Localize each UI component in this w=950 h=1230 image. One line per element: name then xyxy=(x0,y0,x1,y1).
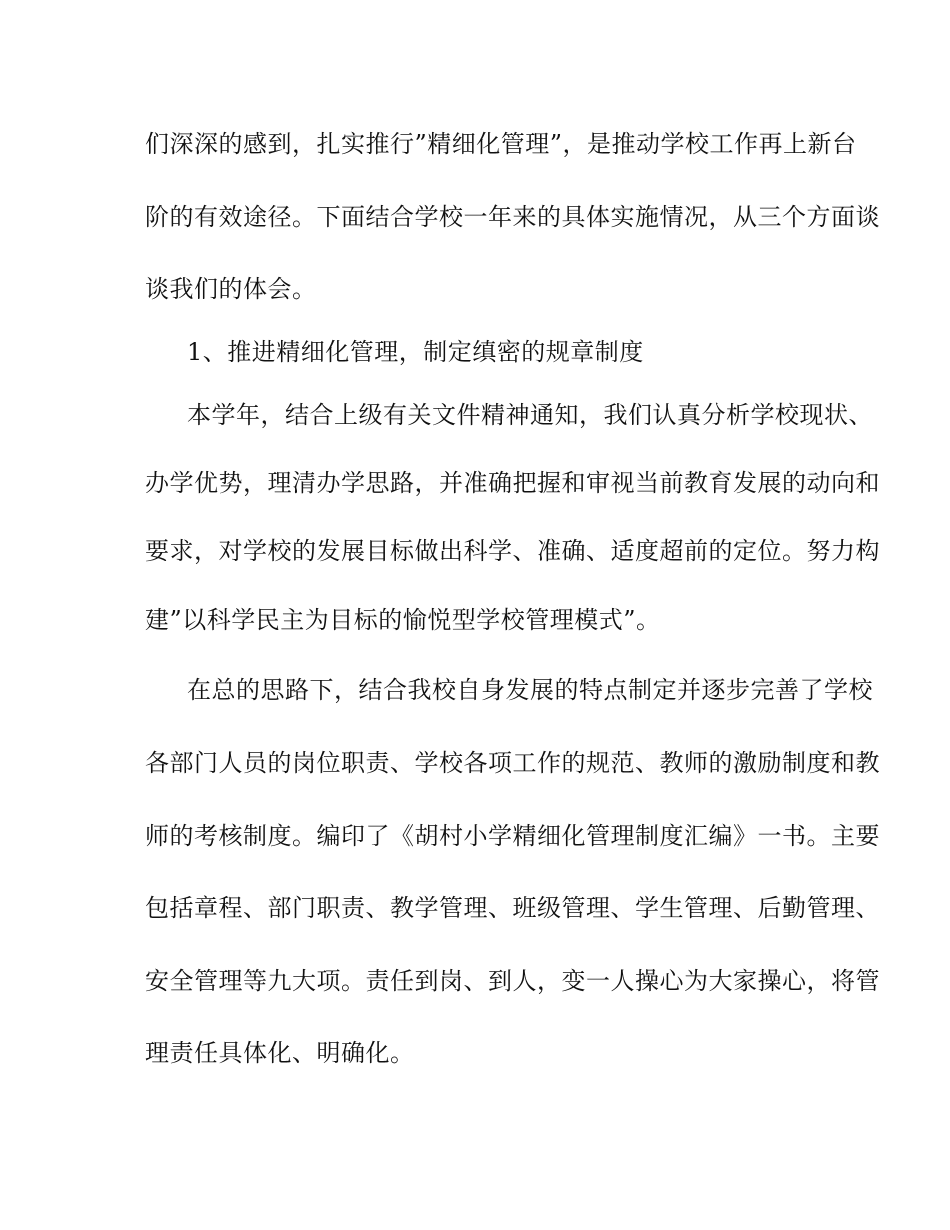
text-line-8: 建”以科学民主为目标的愉悦型学校管理模式”。 xyxy=(145,606,661,634)
text-line-13: 安全管理等九大项。责任到岗、到人，变一人操心为大家操心，将管 xyxy=(145,967,880,995)
text-line-5: 本学年，结合上级有关文件精神通知，我们认真分析学校现状、 xyxy=(187,401,873,429)
text-line-12: 包括章程、部门职责、教学管理、班级管理、学生管理、后勤管理、 xyxy=(145,894,880,922)
text-line-10: 各部门人员的岗位职责、学校各项工作的规范、教师的激励制度和教 xyxy=(145,749,880,777)
text-line-14: 理责任具体化、明确化。 xyxy=(145,1039,415,1067)
text-line-3: 谈我们的体会。 xyxy=(145,275,317,303)
text-line-2: 阶的有效途径。下面结合学校一年来的具体实施情况，从三个方面谈 xyxy=(145,203,880,231)
section-heading-1: 1、推进精细化管理，制定缜密的规章制度 xyxy=(187,338,644,366)
text-line-7: 要求，对学校的发展目标做出科学、准确、适度超前的定位。努力构 xyxy=(145,537,880,565)
text-line-9: 在总的思路下，结合我校自身发展的特点制定并逐步完善了学校 xyxy=(187,676,873,704)
text-line-11: 师的考核制度。编印了《胡村小学精细化管理制度汇编》一书。主要 xyxy=(145,822,880,850)
text-line-6: 办学优势，理清办学思路，并准确把握和审视当前教育发展的动向和 xyxy=(145,469,880,497)
text-line-1: 们深深的感到，扎实推行”精细化管理”，是推动学校工作再上新台 xyxy=(145,130,857,158)
